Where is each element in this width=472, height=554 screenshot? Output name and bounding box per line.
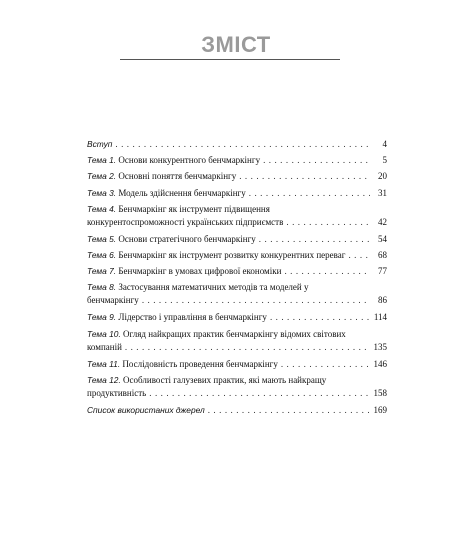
toc-entry-topic-12[interactable]: [87, 374, 387, 400]
toc-entry-topic-5[interactable]: [87, 233, 387, 246]
page-title: ЗМІСТ: [201, 32, 271, 57]
toc-prefix: Тема 11.: [87, 358, 121, 369]
toc-page-number: 158: [373, 387, 387, 398]
dot-leader: [259, 233, 370, 246]
toc-page-number: 146: [373, 358, 387, 369]
dot-leader: [142, 294, 370, 307]
toc-page-number: 42: [378, 216, 387, 227]
toc-prefix: Вступ: [87, 139, 113, 149]
toc-title-line-1: Застосування математичних методів та моделей у: [118, 282, 309, 293]
toc-prefix: Тема 9.: [87, 312, 117, 323]
toc-entry-topic-10[interactable]: [87, 328, 387, 354]
dot-leader: [281, 358, 370, 371]
toc-title-line-2: бенчмаркінгу: [87, 295, 139, 306]
dot-leader: [125, 341, 370, 354]
toc-entry-topic-4[interactable]: [87, 203, 387, 229]
dot-leader: [115, 138, 370, 151]
toc-page-number: 135: [373, 341, 387, 352]
toc-entry-topic-11[interactable]: [87, 358, 387, 371]
dot-leader: [239, 170, 370, 183]
table-of-contents: [87, 138, 387, 420]
toc-title: Бенчмаркінг в умовах цифрової економіки: [118, 266, 282, 277]
toc-prefix: Тема 10.: [87, 328, 121, 339]
dot-leader: [208, 404, 370, 417]
toc-prefix: Тема 5.: [87, 233, 117, 244]
toc-entry-topic-2[interactable]: [87, 170, 387, 183]
toc-page-number: 68: [378, 249, 387, 260]
toc-title: Основи конкурентного бенчмаркінгу: [118, 155, 261, 166]
toc-prefix: Тема 3.: [87, 187, 117, 198]
toc-entry-topic-7[interactable]: [87, 265, 387, 278]
toc-page-number: 77: [378, 266, 387, 277]
toc-page-number: 169: [373, 404, 387, 415]
toc-page-number: 20: [378, 171, 387, 182]
dot-leader: [348, 249, 370, 262]
dot-leader: [284, 265, 370, 278]
dot-leader: [249, 187, 370, 200]
dot-leader: [270, 311, 370, 324]
dot-leader: [263, 154, 370, 167]
toc-title-line-2: компаній: [87, 341, 122, 352]
toc-prefix: Тема 1.: [87, 155, 117, 166]
toc-title: Основи стратегічного бенчмаркінгу: [118, 233, 256, 244]
toc-entry-intro[interactable]: [87, 138, 387, 151]
toc-title-line-1: Огляд найкращих практик бенчмаркінгу відомих світових: [123, 328, 346, 339]
dot-leader: [286, 216, 370, 229]
dot-leader: [149, 387, 370, 400]
toc-entry-topic-6[interactable]: [87, 249, 387, 262]
toc-entry-topic-9[interactable]: [87, 311, 387, 324]
toc-entry-topic-8[interactable]: [87, 281, 387, 307]
toc-title: Модель здійснення бенчмаркінгу: [118, 187, 246, 198]
toc-prefix: Тема 8.: [87, 282, 117, 293]
toc-prefix: Тема 4.: [87, 203, 117, 214]
toc-entry-references[interactable]: [87, 404, 387, 417]
toc-page-number: 54: [378, 233, 387, 244]
toc-prefix: Тема 6.: [87, 249, 117, 260]
toc-title: Послідовність проведення бенчмаркінгу: [122, 358, 278, 369]
toc-prefix: Тема 7.: [87, 266, 117, 277]
toc-title: Бенчмаркінг як інструмент розвитку конкурентних переваг: [118, 249, 346, 260]
toc-entry-topic-1[interactable]: [87, 154, 387, 167]
toc-title-line-2: конкурентоспроможності українських підприємств: [87, 216, 284, 227]
toc-prefix: Тема 2.: [87, 171, 117, 182]
toc-title: Основні поняття бенчмаркінгу: [118, 171, 237, 182]
title-underline: [120, 59, 340, 60]
toc-page-number: 86: [378, 295, 387, 306]
toc-title-line-1: Особливості галузевих практик, які мають найкращу: [123, 374, 327, 385]
toc-page-number: 5: [382, 155, 387, 166]
toc-prefix: Тема 12.: [87, 374, 121, 385]
toc-entry-topic-3[interactable]: [87, 187, 387, 200]
toc-title-line-1: Бенчмаркінг як інструмент підвищення: [118, 203, 270, 214]
toc-title-line-2: продуктивність: [87, 387, 147, 398]
toc-prefix: Список використаних джерел: [87, 404, 205, 415]
toc-title: Лідерство і управління в бенчмаркінгу: [118, 312, 267, 323]
toc-page-number: 114: [373, 312, 387, 323]
toc-page-number: 31: [378, 187, 387, 198]
toc-page-number: 4: [382, 139, 387, 149]
